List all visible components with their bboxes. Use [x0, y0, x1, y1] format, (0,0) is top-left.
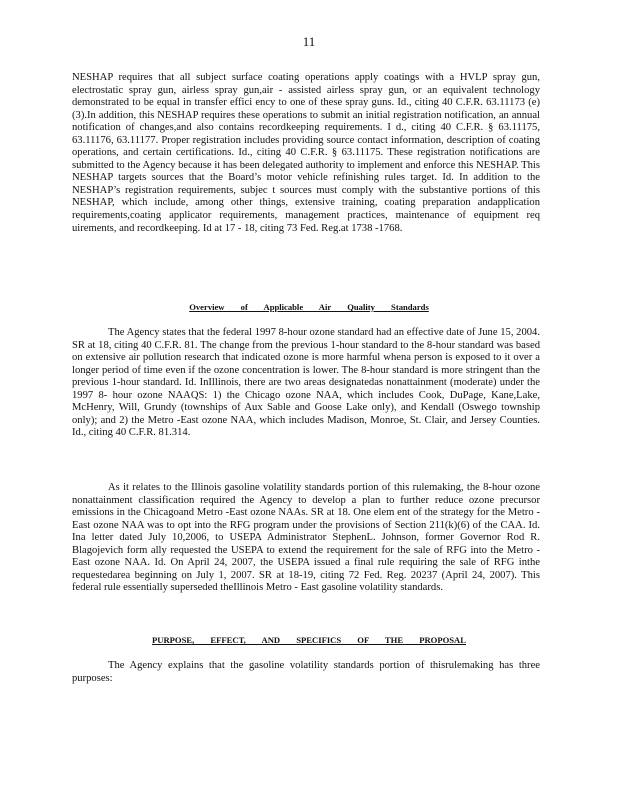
section-heading-overview-text: Overview of Applicable Air Quality Standards [189, 302, 429, 312]
section-heading-purpose [0, 635, 618, 645]
paragraph-ozone-standard: The Agency states that the federal 1997 8-hour ozone standard had an effective date of June 15, 2004. SR at 18, citing 40 C.F.R. 81. The change from the previous 1-hour standard to the 8-hour standard was based on extensive air pollution research that indicated ozone is more harmful whena person is exposed to it over a longer period of time even if the ozone concentration is lower. The 8-hour standard is more stringent than the previous 1-hour standard. Id. InIllinois, there are two areas designatedas nonattainment (moderate) under the 1997 8- hour ozone NAAQS: 1) the Chicago ozone NAA, which includes Cook, DuPage, Kane,Lake, McHenry, Will, Grundy (townships of Aux Sable and Goose Lake only), and Kendall (Oswego township only); and 2) the Metro -East ozone NAA, which includes Madison, Monroe, St. Clair, and Jersey Counties. Id., citing 40 C.F.R. 81.314. [72, 327, 540, 439]
page-number: 11 [302, 34, 316, 49]
paragraph-gasoline-volatility: As it relates to the Illinois gasoline volatility standards portion of this rulemaking, the 8-hour ozone nonattainment classification required the Agency to develop a plan to further reduce ozone precursor emissions in the Chicagoand Metro -East ozone NAAs. SR at 18. One elem ent of the strategy for the Metro -East ozone NAA was to opt into the RFG program under the provisions of Section 211(k)(6) of the CAA. Id. Ina letter dated July 10,2006, to USEPA Administrator StephenL. Johnson, former Governor Rod R. Blagojevich form ally requested the USEPA to extend the requirement for the sale of RFG into the Metro -East ozone NAA. Id. On April 24, 2007, the USEPA issued a final rule requiring the sale of RFG inthe requestedarea beginning on July 1, 2007. SR at 18-19, citing 72 Fed. Reg. 20237 (April 24, 2007). This federal rule essentially superseded theIllinois Metro - East gasoline volatility standards. [72, 482, 540, 594]
paragraph-three-purposes: The Agency explains that the gasoline volatility standards portion of thisrulemaking has three purposes: [72, 660, 540, 684]
section-heading-overview [0, 302, 618, 312]
paragraph-neshap-requirements: NESHAP requires that all subject surface coating operations apply coatings with a HVLP spray gun, electrostatic spray gun, airless spray gun,air - assisted airless spray gun, or an equivalent technology demonstrated to be equal in transfer effici ency to one of these spray guns. Id., citing 40 C.F.R. 63.11173 (e)(3).In addition, this NESHAP requires these operations to submit an initial registration notification, an annual notification of changes,and also contains recordkeeping requirements. I d., citing 40 C.F.R. § 63.11175, 63.11176, 63.11177. Proper registration includes providing source contact information, description of coating operations, and certain certifications. Id., citing 40 C.F.R. § 63.11175. These registration notifications are submitted to the Agency because it has been delegated authority to implement and enforce this NESHAP. This NESHAP targets sources that the Board’s motor vehicle refinishing rules target. Id. In addition to the NESHAP’s registration requirements, subjec t sources must comply with the substantive portions of this NESHAP, which include, among other things, extensive training, coating preparation andapplication requirements,coating applicator requirements, management practices, maintenance of equipment req uirements, and recordkeeping. Id at 17 - 18, citing 73 Fed. Reg.at 1738 -1768. [72, 72, 540, 234]
section-heading-purpose-text: PURPOSE, EFFECT, AND SPECIFICS OF THE PROPOSAL [152, 635, 466, 645]
